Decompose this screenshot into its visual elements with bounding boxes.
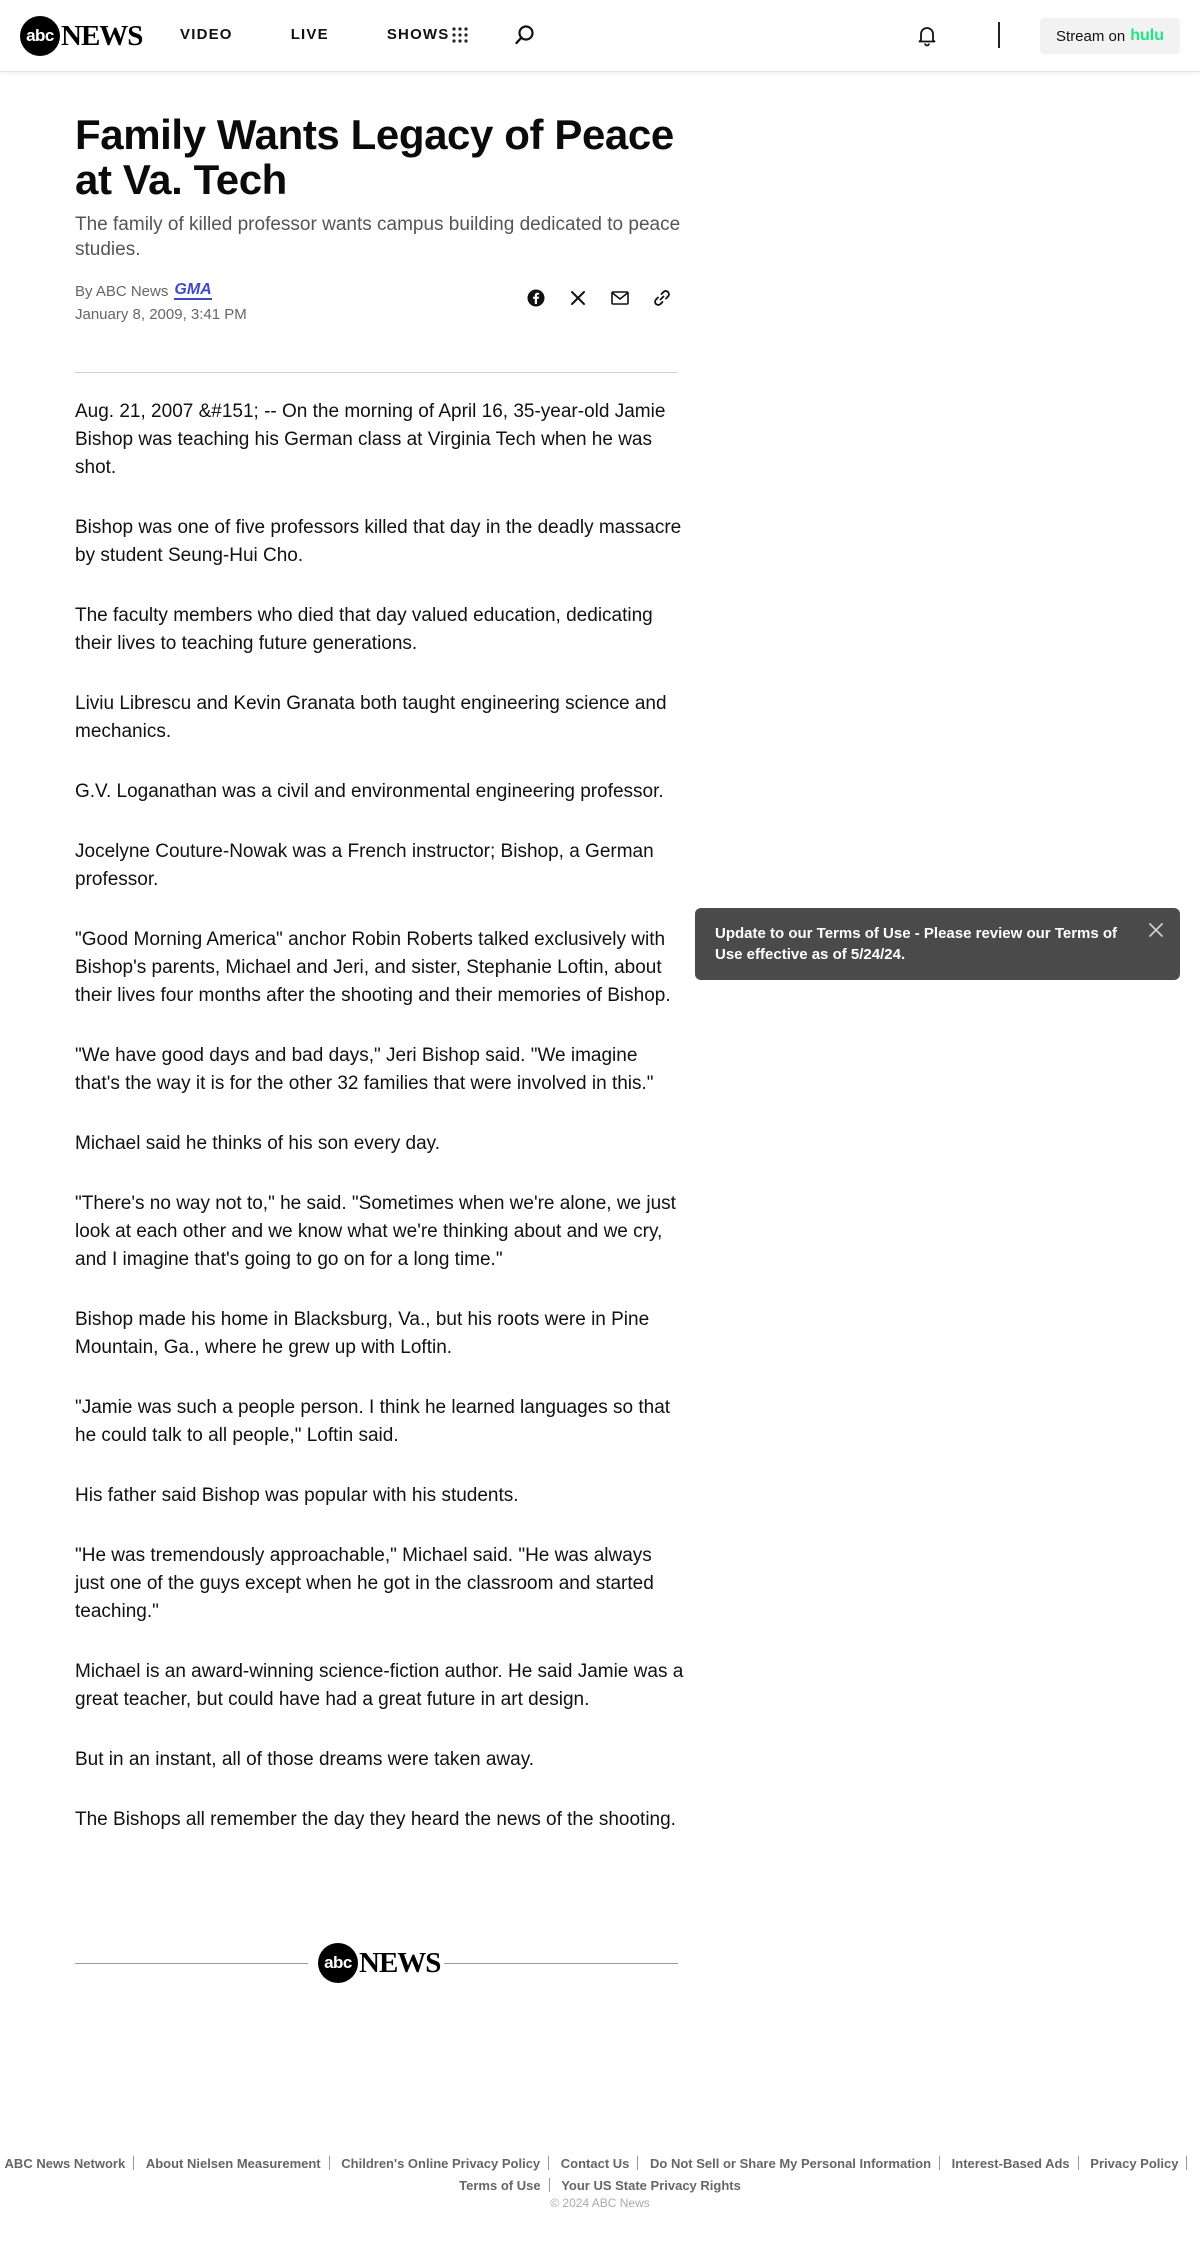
search-icon[interactable] [514,24,536,46]
footer-abc-news-logo[interactable] [318,1943,440,1983]
top-navigation-bar [0,0,1200,72]
footer-rule-left [75,1963,308,1964]
article-paragraph: "We have good days and bad days," Jeri Bishop said. "We imagine that's the way it is for the other 32 families that were involved in this." [75,1045,654,1094]
footer-link-interest-ads[interactable]: Interest-Based Ads [951,2156,1070,2171]
footer-link-abc-news-network[interactable]: ABC News Network [4,2156,126,2171]
copyright: © 2024 ABC News [550,2196,650,2210]
header-divider [998,22,1000,48]
article-paragraph: Liviu Librescu and Kevin Granata both taught engineering science and mechanics. [75,693,667,742]
article-paragraph: Michael said he thinks of his son every day. [75,1133,441,1154]
nav-shows[interactable]: SHOWS [386,26,450,43]
footer-link-childrens-privacy[interactable]: Children's Online Privacy Policy [341,2156,541,2171]
article-subhead: The family of killed professor wants campus building dedicated to peace studies. [75,214,681,260]
nav-live[interactable]: LIVE [290,26,329,43]
grid-icon[interactable] [451,26,469,44]
x-icon[interactable] [567,287,589,309]
stream-label: Stream on [1056,27,1126,45]
footer-links-row-2 [0,2175,1200,2197]
close-icon[interactable] [1146,920,1166,940]
article-paragraph: His father said Bishop was popular with his students. [75,1485,519,1506]
article-paragraph: But in an instant, all of those dreams were taken away. [75,1749,535,1770]
news-wordmark: NEWS [61,19,143,52]
nav-video[interactable]: VIDEO [180,26,233,43]
footer-rule-right [444,1963,678,1964]
abc-logo-circle: abc [20,16,60,56]
article-paragraph: Aug. 21, 2007 &#151; -- On the morning of April 16, 35-year-old Jamie Bishop was teaching his German class at Virginia Tech when he was shot. [75,401,666,478]
footer-links-row-1 [0,2153,1200,2175]
footer-link-nielsen[interactable]: About Nielsen Measurement [145,2156,321,2171]
article-paragraph: "Jamie was such a people person. I think he learned languages so that he could talk to all people," Loftin said. [75,1397,671,1446]
article-paragraph: Bishop was one of five professors killed that day in the deadly massacre by student Seung-Hui Cho. [75,517,682,566]
footer-link-state-privacy[interactable]: Your US State Privacy Rights [561,2178,741,2193]
article-headline: Family Wants Legacy of Peace at Va. Tech [75,111,674,203]
abc-news-logo[interactable] [20,16,142,56]
article-paragraph: "There's no way not to," he said. "Sometimes when we're alone, we just look at each other and we know what we're thinking about and we cry, and I imagine that's going to go on for a long time." [75,1193,676,1270]
article-paragraph: The Bishops all remember the day they heard the news of the shooting. [75,1809,676,1830]
toast-message[interactable]: Update to our Terms of Use - Please review our Terms of Use effective as of 5/24/24. [715,925,1118,963]
article-paragraph: Michael is an award-winning science-fiction author. He said Jamie was a great teacher, but could have had a great future in art design. [75,1661,684,1710]
article-paragraph: Jocelyne Couture-Nowak was a French instructor; Bishop, a German professor. [75,841,654,890]
article-paragraph: The faculty members who died that day valued education, dedicating their lives to teaching future generations. [75,605,653,654]
article-paragraph: Bishop made his home in Blacksburg, Va., but his roots were in Pine Mountain, Ga., where he grew up with Loftin. [75,1309,650,1358]
article-paragraph: "He was tremendously approachable," Michael said. "He was always just one of the guys except when he got in the classroom and started teaching." [75,1545,654,1622]
footer-link-terms[interactable]: Terms of Use [459,2178,541,2193]
footer-link-contact[interactable]: Contact Us [560,2156,630,2171]
facebook-icon[interactable] [525,287,547,309]
footer-news-wordmark: NEWS [359,1946,441,1979]
article-body [75,398,685,1866]
gma-badge[interactable]: GMA [174,281,212,298]
terms-update-toast [695,908,1180,980]
byline-author[interactable]: By ABC News [75,282,169,300]
footer-links [0,2153,1200,2197]
footer-link-privacy-policy[interactable]: Privacy Policy [1090,2156,1179,2171]
article-date: January 8, 2009, 3:41 PM [75,306,247,323]
article-paragraph: G.V. Loganathan was a civil and environmental engineering professor. [75,781,664,802]
hulu-logo: hulu [1130,27,1164,44]
stream-on-hulu-button[interactable] [1040,18,1180,54]
bell-icon[interactable] [915,23,939,47]
byline [75,282,212,300]
header-rule [75,372,678,373]
article-paragraph: "Good Morning America" anchor Robin Roberts talked exclusively with Bishop's parents, Michael and Jeri, and sister, Stephanie Loftin, about their lives four months after the shooting and their memories of Bishop. [75,929,671,1006]
footer-logo-circle: abc [318,1943,358,1983]
email-icon[interactable] [609,287,631,309]
link-icon[interactable] [651,287,673,309]
footer-link-do-not-sell[interactable]: Do Not Sell or Share My Personal Information [650,2156,932,2171]
